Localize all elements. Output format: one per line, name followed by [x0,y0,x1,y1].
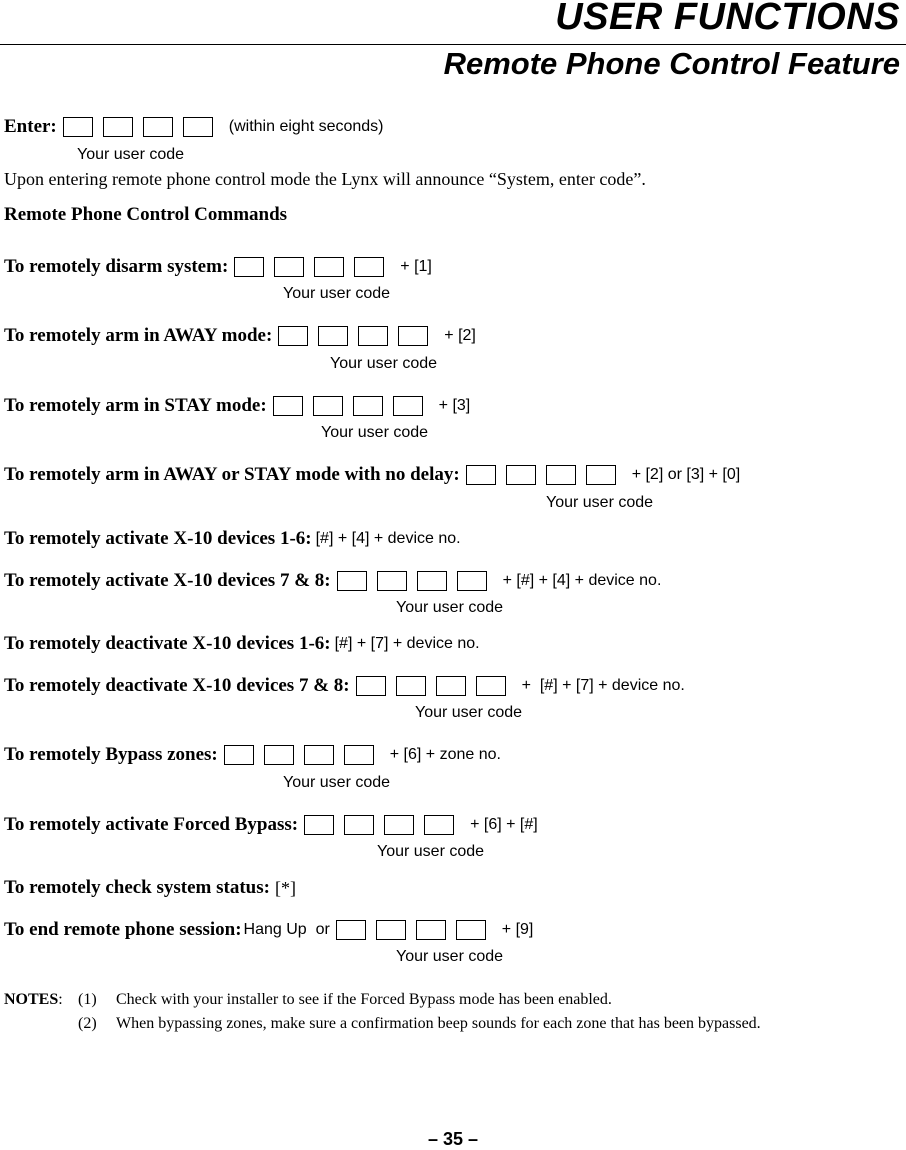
code-digit-box [274,257,304,277]
command-arm-no-delay [4,464,740,486]
code-digit-box [358,326,388,346]
user-code-boxes [304,815,464,835]
user-code-caption: Your user code [377,843,485,860]
user-code-boxes [63,117,223,137]
code-digit-box [337,571,367,591]
code-digit-box [304,815,334,835]
command-forced-bypass [4,814,538,836]
code-digit-box [63,117,93,137]
user-code-boxes [278,326,438,346]
command-activate-x10-7-8 [4,570,661,592]
command-activate-x10-1-6 [4,528,461,550]
code-digit-box [224,745,254,765]
command-label: To remotely arm in AWAY mode: [4,325,273,346]
command-keys: + [1] [400,258,432,275]
code-digit-box [304,745,334,765]
code-digit-box [466,465,496,485]
section-title: Remote Phone Control Feature [443,46,900,81]
user-code-boxes [234,257,394,277]
command-keys: [#] + [4] + device no. [315,530,461,547]
note-1: NOTES: (1) Check with your installer to see if the Forced Bypass mode has been enabled. [4,991,612,1008]
user-code-caption: Your user code [321,424,429,441]
command-arm-stay [4,395,470,417]
code-digit-box [424,815,454,835]
code-digit-box [278,326,308,346]
command-check-status [4,877,296,899]
command-keys: + [9] [501,921,534,938]
command-end-session [4,919,533,941]
code-digit-box [234,257,264,277]
user-code-caption: Your user code [415,704,523,721]
code-digit-box [183,117,213,137]
notes-label: NOTES [4,991,59,1008]
command-arm-away [4,325,476,347]
command-label: To remotely activate X-10 devices 1-6: [4,528,312,549]
user-code-boxes [336,920,496,940]
user-code-boxes [273,396,433,416]
code-digit-box [318,326,348,346]
user-code-boxes [224,745,384,765]
command-label: To end remote phone session: [4,919,242,940]
code-digit-box [344,815,374,835]
user-code-caption: Your user code [283,285,391,302]
code-digit-box [456,920,486,940]
note-text: When bypassing zones, make sure a confirmation beep sounds for each zone that has been bypassed. [116,1015,761,1032]
command-label: To remotely check system status: [4,877,270,898]
code-digit-box [398,326,428,346]
enter-description: Upon entering remote phone control mode the Lynx will announce “System, enter code”. [4,169,646,189]
command-deactivate-x10-1-6 [4,633,480,655]
header-divider [0,44,906,45]
enter-line [4,116,384,138]
code-digit-box [396,676,426,696]
page-number: – 35 – [427,1129,479,1149]
command-label: To remotely arm in STAY mode: [4,395,267,416]
code-digit-box [313,396,343,416]
command-label: To remotely deactivate X-10 devices 1-6: [4,633,331,654]
user-code-boxes [337,571,497,591]
code-digit-box [416,920,446,940]
user-code-caption: Your user code [396,948,504,965]
command-label: To remotely arm in AWAY or STAY mode with no delay: [4,464,460,485]
command-label: To remotely Bypass zones: [4,744,218,765]
command-keys: + [3] [438,397,471,414]
user-code-caption: Your user code [283,774,391,791]
user-code-caption: Your user code [77,146,185,163]
command-keys: + [2] [444,327,476,344]
command-prefix: Hang Up or [243,921,330,938]
note-number: (2) [78,1015,97,1032]
code-digit-box [264,745,294,765]
user-code-boxes [356,676,516,696]
command-keys: + [#] + [7] + device no. [521,677,685,694]
code-digit-box [417,571,447,591]
code-digit-box [393,396,423,416]
code-digit-box [436,676,466,696]
user-code-boxes [466,465,626,485]
code-digit-box [384,815,414,835]
code-digit-box [457,571,487,591]
command-keys: + [6] + zone no. [389,746,501,763]
command-keys: [#] + [7] + device no. [334,635,480,652]
command-label: To remotely deactivate X-10 devices 7 & 8: [4,675,350,696]
page-title: USER FUNCTIONS [555,0,900,38]
command-label: To remotely disarm system: [4,256,229,277]
command-keys: + [2] or [3] + [0] [631,466,741,483]
code-digit-box [546,465,576,485]
enter-label: Enter: [4,116,57,137]
code-digit-box [336,920,366,940]
code-digit-box [354,257,384,277]
code-digit-box [344,745,374,765]
user-code-caption: Your user code [330,355,438,372]
command-bypass-zones [4,744,501,766]
code-digit-box [273,396,303,416]
code-digit-box [476,676,506,696]
code-digit-box [376,920,406,940]
code-digit-box [314,257,344,277]
note-text: Check with your installer to see if the Forced Bypass mode has been enabled. [116,991,612,1008]
command-label: To remotely activate X-10 devices 7 & 8: [4,570,331,591]
command-deactivate-x10-7-8 [4,675,685,697]
code-digit-box [377,571,407,591]
user-code-caption: Your user code [546,494,654,511]
command-keys: [*] [274,877,296,898]
commands-heading: Remote Phone Control Commands [4,204,288,225]
user-code-caption: Your user code [396,599,504,616]
code-digit-box [353,396,383,416]
note-number: (1) [78,991,97,1008]
command-label: To remotely activate Forced Bypass: [4,814,299,835]
code-digit-box [506,465,536,485]
enter-note: (within eight seconds) [228,118,384,135]
command-keys: + [#] + [4] + device no. [502,572,662,589]
command-disarm [4,256,432,278]
code-digit-box [356,676,386,696]
code-digit-box [143,117,173,137]
code-digit-box [586,465,616,485]
command-keys: + [6] + [#] [470,816,538,833]
code-digit-box [103,117,133,137]
